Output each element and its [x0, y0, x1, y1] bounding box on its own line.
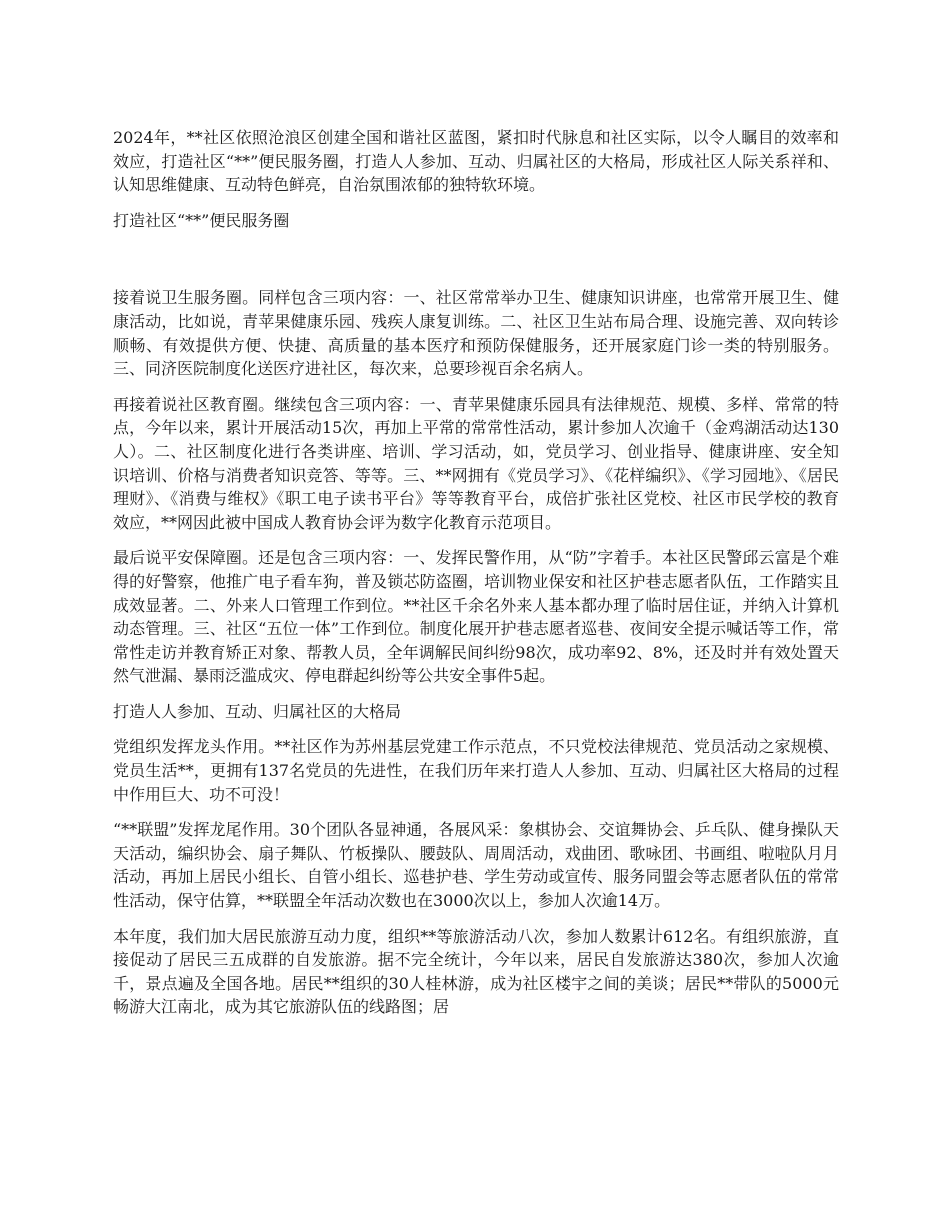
- blank-space: [113, 244, 839, 286]
- alliance-paragraph: “**联盟”发挥龙尾作用。30个团队各显神通，各展风采：象棋协会、交谊舞协会、乒乓队、健身操队天天活动，编织协会、扇子舞队、竹板操队、腰鼓队、周周活动，戏曲团、歌咏团、书画组、啦啦队月月活动，再加上居民小组长、自管小组长、巡巷护巷、学生劳动或宣传、服务同盟会等志愿者队伍的常常性活动，保守估算，**联盟全年活动次数也在3000次以上，参加人次逾14万。: [113, 820, 839, 911]
- section-heading-participation: 打造人人参加、互动、归属社区的大格局: [113, 701, 402, 721]
- tourism-paragraph: 本年度，我们加大居民旅游互动力度，组织**等旅游活动八次，参加人数累计612名。有组织旅游，直接促动了居民三五成群的自发旅游。据不完全统计，今年以来，居民自发旅游达380次，参加人次逾千，景点遍及全国各地。居民**组织的30人桂林游，成为社区楼宇之间的美谈；居民**带队的5000元畅游大江南北，成为其它旅游队伍的线路图；居: [113, 926, 839, 1017]
- education-paragraph: 再接着说社区教育圈。继续包含三项内容：一、青苹果健康乐园具有法律规范、规模、多样、常常的特点，今年以来，累计开展活动15次，再加上平常的常常性活动，累计参加人次逾千（金鸡湖活动达130人）。二、社区制度化进行各类讲座、培训、学习活动，如，党员学习、创业指导、健康讲座、安全知识培训、价格与消费者知识竞答、等等。三、**网拥有《党员学习》、《花样编织》、《学习园地》、《居民理财》、《消费与维权》《职工电子读书平台》等等教育平台，成倍扩张社区党校、社区市民学校的教育效应，**网因此被中国成人教育协会评为数字化教育示范项目。: [113, 394, 839, 532]
- document-body: [113, 126, 839, 1031]
- party-organization-paragraph: 党组织发挥龙头作用。**社区作为苏州基层党建工作示范点，不只党校法律规范、党员活动之家规模、党员生活**，更拥有137名党员的先进性，在我们历年来打造人人参加、互动、归属社区大格局的过程中作用巨大、功不可没！: [113, 737, 839, 804]
- safety-paragraph: 最后说平安保障圈。还是包含三项内容：一、发挥民警作用，从“防”字着手。本社区民警邱云富是个难得的好警察，他推广电子看车狗，普及锁芯防盗圈，培训物业保安和社区护巷志愿者队伍，工作踏实且成效显著。二、外来人口管理工作到位。**社区千余名外来人基本都办理了临时居住证，并纳入计算机动态管理。三、社区“五位一体”工作到位。制度化展开护巷志愿者巡巷、夜间安全提示喊话等工作，常常性走访并教育矫正对象、帮教人员，全年调解民间纠纷98次，成功率92、8%，还及时并有效处置天然气泄漏、暴雨泛滥成灾、停电群起纠纷等公共安全事件5起。: [113, 548, 839, 686]
- section-heading-service-circle: 打造社区“**”便民服务圈: [113, 210, 290, 230]
- health-service-paragraph: 接着说卫生服务圈。同样包含三项内容：一、社区常常举办卫生、健康知识讲座，也常常开展卫生、健康活动，比如说，青苹果健康乐园、残疾人康复训练。二、社区卫生站布局合理、设施完善、双向转诊顺畅、有效提供方便、快捷、高质量的基本医疗和预防保健服务，还开展家庭门诊一类的特别服务。三、同济医院制度化送医疗进社区，每次来，总要珍视百余名病人。: [113, 288, 839, 379]
- intro-paragraph: 2024年，**社区依照沧浪区创建全国和谐社区蓝图，紧扣时代脉息和社区实际，以令人瞩目的效率和效应，打造社区“**”便民服务圈，打造人人参加、互动、归属社区的大格局，形成社区人际关系祥和、认知思维健康、互动特色鲜亮，自治氛围浓郁的独特软环境。: [113, 128, 839, 195]
